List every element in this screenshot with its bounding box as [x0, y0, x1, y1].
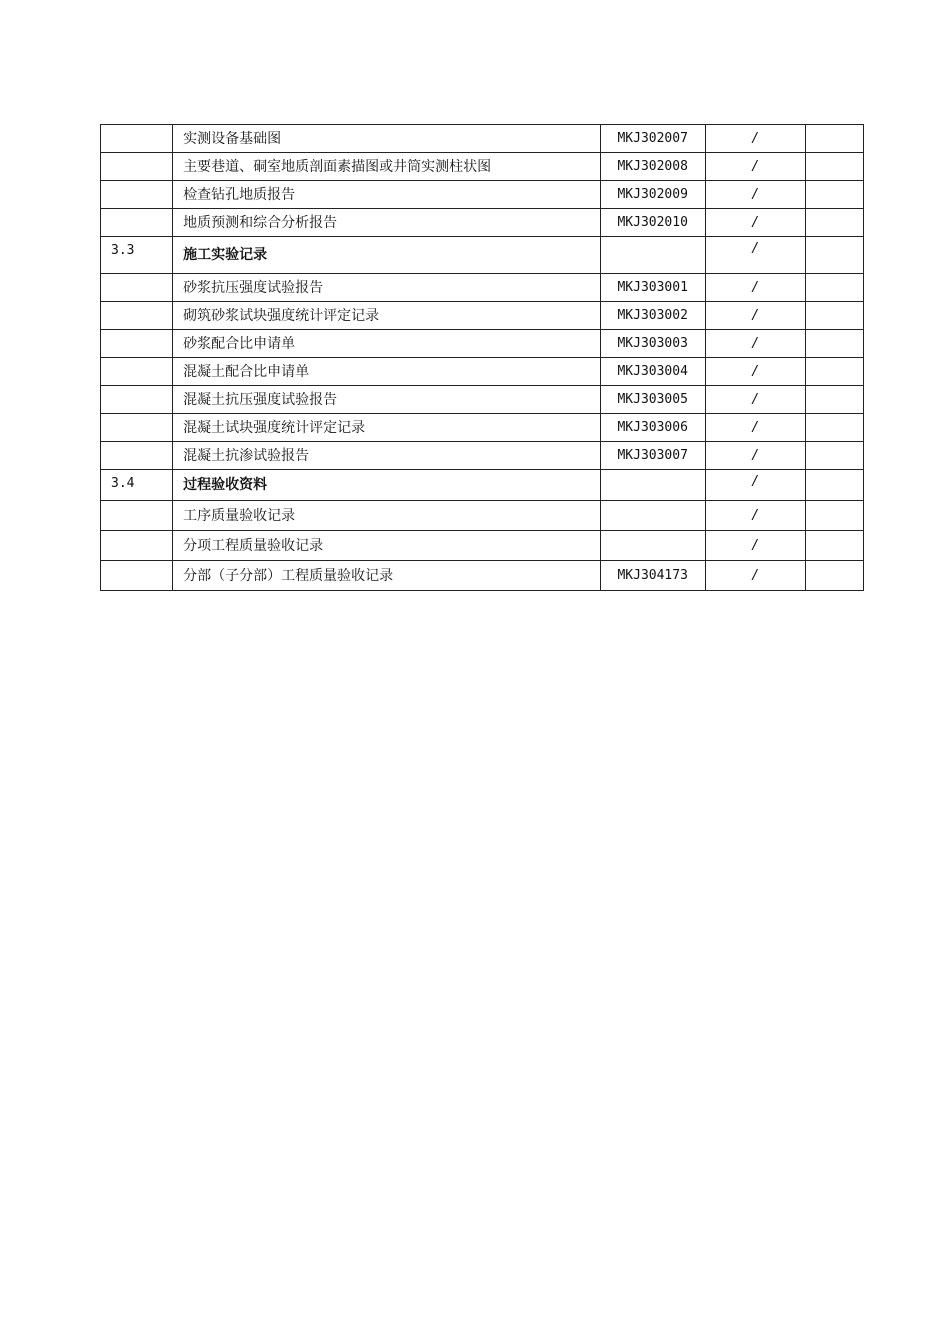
records-table: [100, 124, 864, 591]
status-mark-cell: /: [705, 125, 805, 153]
table-row: [101, 386, 864, 414]
note-cell: [805, 181, 863, 209]
section-number-cell: [101, 442, 173, 470]
status-mark-cell: /: [705, 237, 805, 274]
table-row: [101, 414, 864, 442]
record-code-cell: MKJ303004: [600, 358, 705, 386]
record-code-cell: MKJ303005: [600, 386, 705, 414]
status-mark-cell: /: [705, 302, 805, 330]
note-cell: [805, 470, 863, 501]
section-row: [101, 237, 864, 274]
status-mark-cell: /: [705, 209, 805, 237]
section-number-cell: [101, 561, 173, 591]
record-code-cell: MKJ303006: [600, 414, 705, 442]
note-cell: [805, 209, 863, 237]
note-cell: [805, 153, 863, 181]
record-name-cell: 工序质量验收记录: [173, 501, 601, 531]
record-name-cell: 砂浆配合比申请单: [173, 330, 601, 358]
record-code-cell: MKJ303007: [600, 442, 705, 470]
section-number-cell: [101, 414, 173, 442]
record-name-cell: 砂浆抗压强度试验报告: [173, 274, 601, 302]
section-row: [101, 470, 864, 501]
record-code-cell: MKJ303001: [600, 274, 705, 302]
table-row: [101, 358, 864, 386]
section-number-cell: [101, 330, 173, 358]
table-row: [101, 274, 864, 302]
record-code-cell: MKJ302009: [600, 181, 705, 209]
records-table-body: [101, 125, 864, 591]
note-cell: [805, 414, 863, 442]
record-code-cell: MKJ302008: [600, 153, 705, 181]
section-number-cell: [101, 209, 173, 237]
table-row: [101, 531, 864, 561]
status-mark-cell: /: [705, 561, 805, 591]
note-cell: [805, 561, 863, 591]
section-number-cell: [101, 302, 173, 330]
record-code-cell: MKJ302010: [600, 209, 705, 237]
status-mark-cell: /: [705, 330, 805, 358]
table-row: [101, 501, 864, 531]
record-code-cell: [600, 237, 705, 274]
note-cell: [805, 531, 863, 561]
section-number-cell: [101, 125, 173, 153]
note-cell: [805, 274, 863, 302]
record-name-cell: 分项工程质量验收记录: [173, 531, 601, 561]
section-number-cell: [101, 181, 173, 209]
record-name-cell: 过程验收资料: [173, 470, 601, 501]
section-number-cell: [101, 274, 173, 302]
table-row: [101, 302, 864, 330]
record-code-cell: MKJ303002: [600, 302, 705, 330]
table-row: [101, 153, 864, 181]
record-name-cell: 混凝土配合比申请单: [173, 358, 601, 386]
note-cell: [805, 501, 863, 531]
record-name-cell: 实测设备基础图: [173, 125, 601, 153]
section-number-cell: 3.3: [101, 237, 173, 274]
record-code-cell: MKJ304173: [600, 561, 705, 591]
note-cell: [805, 125, 863, 153]
status-mark-cell: /: [705, 470, 805, 501]
note-cell: [805, 330, 863, 358]
note-cell: [805, 302, 863, 330]
status-mark-cell: /: [705, 181, 805, 209]
record-code-cell: [600, 470, 705, 501]
record-code-cell: [600, 531, 705, 561]
section-number-cell: [101, 386, 173, 414]
section-number-cell: [101, 358, 173, 386]
section-number-cell: [101, 531, 173, 561]
section-number-cell: 3.4: [101, 470, 173, 501]
record-name-cell: 主要巷道、硐室地质剖面素描图或井筒实测柱状图: [173, 153, 601, 181]
record-name-cell: 砌筑砂浆试块强度统计评定记录: [173, 302, 601, 330]
note-cell: [805, 358, 863, 386]
table-row: [101, 209, 864, 237]
table-row: [101, 125, 864, 153]
status-mark-cell: /: [705, 442, 805, 470]
table-row: [101, 330, 864, 358]
status-mark-cell: /: [705, 501, 805, 531]
status-mark-cell: /: [705, 274, 805, 302]
status-mark-cell: /: [705, 358, 805, 386]
record-code-cell: MKJ302007: [600, 125, 705, 153]
record-name-cell: 地质预测和综合分析报告: [173, 209, 601, 237]
note-cell: [805, 442, 863, 470]
record-code-cell: MKJ303003: [600, 330, 705, 358]
note-cell: [805, 386, 863, 414]
note-cell: [805, 237, 863, 274]
status-mark-cell: /: [705, 531, 805, 561]
table-row: [101, 561, 864, 591]
record-name-cell: 分部（子分部）工程质量验收记录: [173, 561, 601, 591]
status-mark-cell: /: [705, 414, 805, 442]
record-name-cell: 混凝土抗渗试验报告: [173, 442, 601, 470]
section-number-cell: [101, 153, 173, 181]
section-number-cell: [101, 501, 173, 531]
status-mark-cell: /: [705, 153, 805, 181]
table-row: [101, 442, 864, 470]
record-name-cell: 施工实验记录: [173, 237, 601, 274]
record-name-cell: 混凝土试块强度统计评定记录: [173, 414, 601, 442]
record-code-cell: [600, 501, 705, 531]
record-name-cell: 检查钻孔地质报告: [173, 181, 601, 209]
record-name-cell: 混凝土抗压强度试验报告: [173, 386, 601, 414]
table-row: [101, 181, 864, 209]
status-mark-cell: /: [705, 386, 805, 414]
